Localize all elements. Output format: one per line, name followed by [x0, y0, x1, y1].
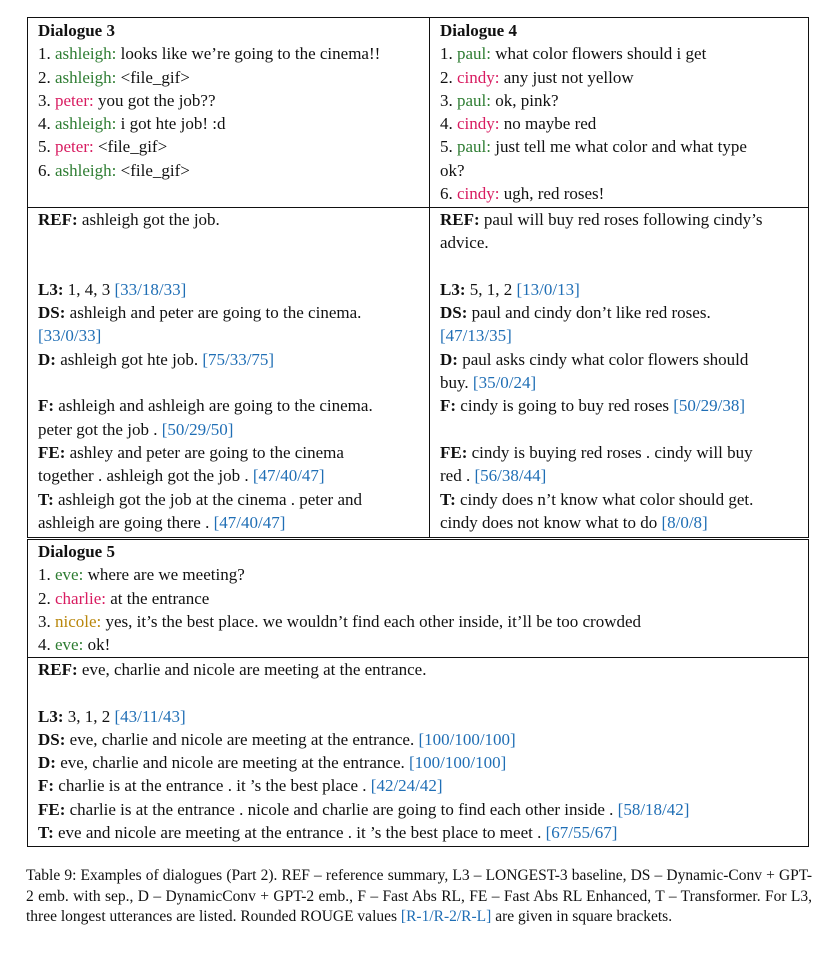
utterance: 1. paul: what color flowers should i get [440, 44, 707, 64]
rouge-score: [33/18/33] [114, 279, 187, 299]
d-summary: D: paul asks cindy what color flowers should [440, 349, 749, 369]
dialogue-5-summaries [38, 658, 803, 844]
l3-summary: L3: 1, 4, 3 [33/18/33] [38, 279, 187, 299]
rouge-score: [8/0/8] [661, 512, 708, 532]
fe-summary: FE: charlie is at the entrance . nicole and charlie are going to find each other inside . [58/18/42] [38, 799, 690, 819]
t-summary: T: ashleigh got the job at the cinema . peter and [38, 489, 363, 509]
dialogue-3-title: Dialogue 3 [38, 21, 115, 40]
f-summary: F: cindy is going to buy red roses [50/29/38] [440, 396, 746, 416]
dialogue-5-transcript [38, 540, 803, 656]
utterance-continued: ok? [440, 160, 465, 180]
fe-summary: FE: cindy is buying red roses . cindy will buy [440, 442, 753, 462]
f-summary: F: ashleigh and ashleigh are going to the cinema. [38, 396, 373, 416]
fe-summary: FE: ashley and peter are going to the cinema [38, 442, 344, 462]
dialogue-4-transcript [440, 19, 806, 205]
dialogue-3-transcript [38, 19, 428, 182]
rouge-score: [47/40/47] [213, 512, 286, 532]
ref-summary: REF: ashleigh got the job. [38, 210, 220, 229]
rouge-score: [33/0/33] [38, 326, 102, 346]
ds-summary: DS: paul and cindy don’t like red roses. [440, 303, 711, 323]
f-summary: F: charlie is at the entrance . it ’s the best place . [42/24/42] [38, 776, 443, 796]
utterance: 3. nicole: yes, it’s the best place. we wouldn’t find each other inside, it’ll be too crowded [38, 611, 642, 631]
utterance: 3. peter: you got the job?? [38, 90, 216, 110]
utterance: 5. paul: just tell me what color and what type [440, 137, 747, 157]
rouge-score: [47/13/35] [440, 326, 512, 346]
ds-summary: DS: ashleigh and peter are going to the cinema. [38, 303, 362, 323]
rouge-score: [42/24/42] [370, 776, 443, 796]
utterance: 4. cindy: no maybe red [440, 114, 597, 134]
rouge-format: [R-1/R-2/R-L] [400, 908, 492, 926]
utterance: 5. peter: <file_gif> [38, 137, 168, 157]
rouge-score: [35/0/24] [472, 373, 537, 393]
dialogue-3-summaries: REF: ashleigh got the job. L3: 1, 4, 3 [33/18/33] DS: ashleigh and peter are going to the cinema. [33/0/33] D: ashleigh got hte job. [75/33/75] F: ashleigh and ashleigh are going to the cinema. peter got the job . [50/29/50] FE: ashley and peter are going to the cinema together . ashleigh got the job . [47/40/47] T: ashleigh got the job at the cinema . peter and ashleigh are going there . [47/40/47] [38, 208, 428, 534]
utterance: 1. ashleigh: looks like we’re going to the cinema!! [38, 44, 381, 64]
d-summary: D: ashleigh got hte job. [75/33/75] [38, 349, 275, 369]
utterance: 4. ashleigh: i got hte job! :d [38, 114, 226, 134]
ref-summary: REF: paul will buy red roses following cindy’s [440, 210, 763, 229]
dialogue-5-title: Dialogue 5 [38, 542, 115, 561]
upper-table-divider [429, 17, 430, 538]
utterance: 3. paul: ok, pink? [440, 90, 559, 110]
ref-summary: REF: eve, charlie and nicole are meeting at the entrance. [38, 660, 427, 679]
t-summary: T: eve and nicole are meeting at the entrance . it ’s the best place to meet . [67/55/67] [38, 823, 618, 843]
rouge-score: [58/18/42] [617, 799, 690, 819]
rouge-score: [75/33/75] [202, 349, 275, 369]
rouge-score: [50/29/38] [673, 396, 746, 416]
utterance: 1. eve: where are we meeting? [38, 565, 245, 585]
t-summary: T: cindy does n’t know what color should get. [440, 489, 754, 509]
table-caption: Table 9: Examples of dialogues (Part 2). REF – reference summary, L3 – LONGEST-3 baseline, DS – Dynamic-Conv + GPT-2 emb. with sep., D – DynamicConv + GPT-2 emb., F – Fast Abs RL, FE – Fast Abs RL Enhanced, T – Transformer. For L3, three longest utterances are listed. Rounded ROUGE values [R-1/R-2/R-L] are given in square brackets. [26, 867, 812, 926]
rouge-score: [100/100/100] [418, 729, 516, 749]
rouge-score: [47/40/47] [252, 466, 325, 486]
l3-summary: L3: 3, 1, 2 [43/11/43] [38, 706, 186, 726]
utterance: 2. ashleigh: <file_gif> [38, 67, 190, 87]
d-summary: D: eve, charlie and nicole are meeting at the entrance. [100/100/100] [38, 753, 507, 773]
rouge-score: [13/0/13] [516, 279, 580, 299]
rouge-score: [50/29/50] [161, 419, 234, 439]
utterance: 4. eve: ok! [38, 635, 111, 655]
rouge-score: [43/11/43] [114, 706, 186, 726]
rouge-score: [67/55/67] [545, 823, 618, 843]
rouge-score: [56/38/44] [474, 466, 547, 486]
utterance: 6. cindy: ugh, red roses! [440, 184, 605, 204]
rouge-score: [100/100/100] [409, 753, 507, 773]
l3-summary: L3: 5, 1, 2 [13/0/13] [440, 279, 580, 299]
utterance: 2. cindy: any just not yellow [440, 67, 634, 87]
utterance: 6. ashleigh: <file_gif> [38, 160, 190, 180]
dialogue-4-summaries: REF: paul will buy red roses following cindy’s advice. L3: 5, 1, 2 [13/0/13] DS: paul and cindy don’t like red roses. [47/13/35] D: paul asks cindy what color flowers should buy. [35/0/24] F: cindy is going to buy red roses [50/29/38] FE: cindy is buying red roses . cindy will buy red . [56/38/44] T: cindy does n’t know what color should get. cindy does not know what to do [8/0/8] [440, 208, 806, 534]
ds-summary: DS: eve, charlie and nicole are meeting at the entrance. [100/100/100] [38, 729, 516, 749]
utterance: 2. charlie: at the entrance [38, 588, 210, 608]
dialogue-4-title: Dialogue 4 [440, 21, 517, 40]
